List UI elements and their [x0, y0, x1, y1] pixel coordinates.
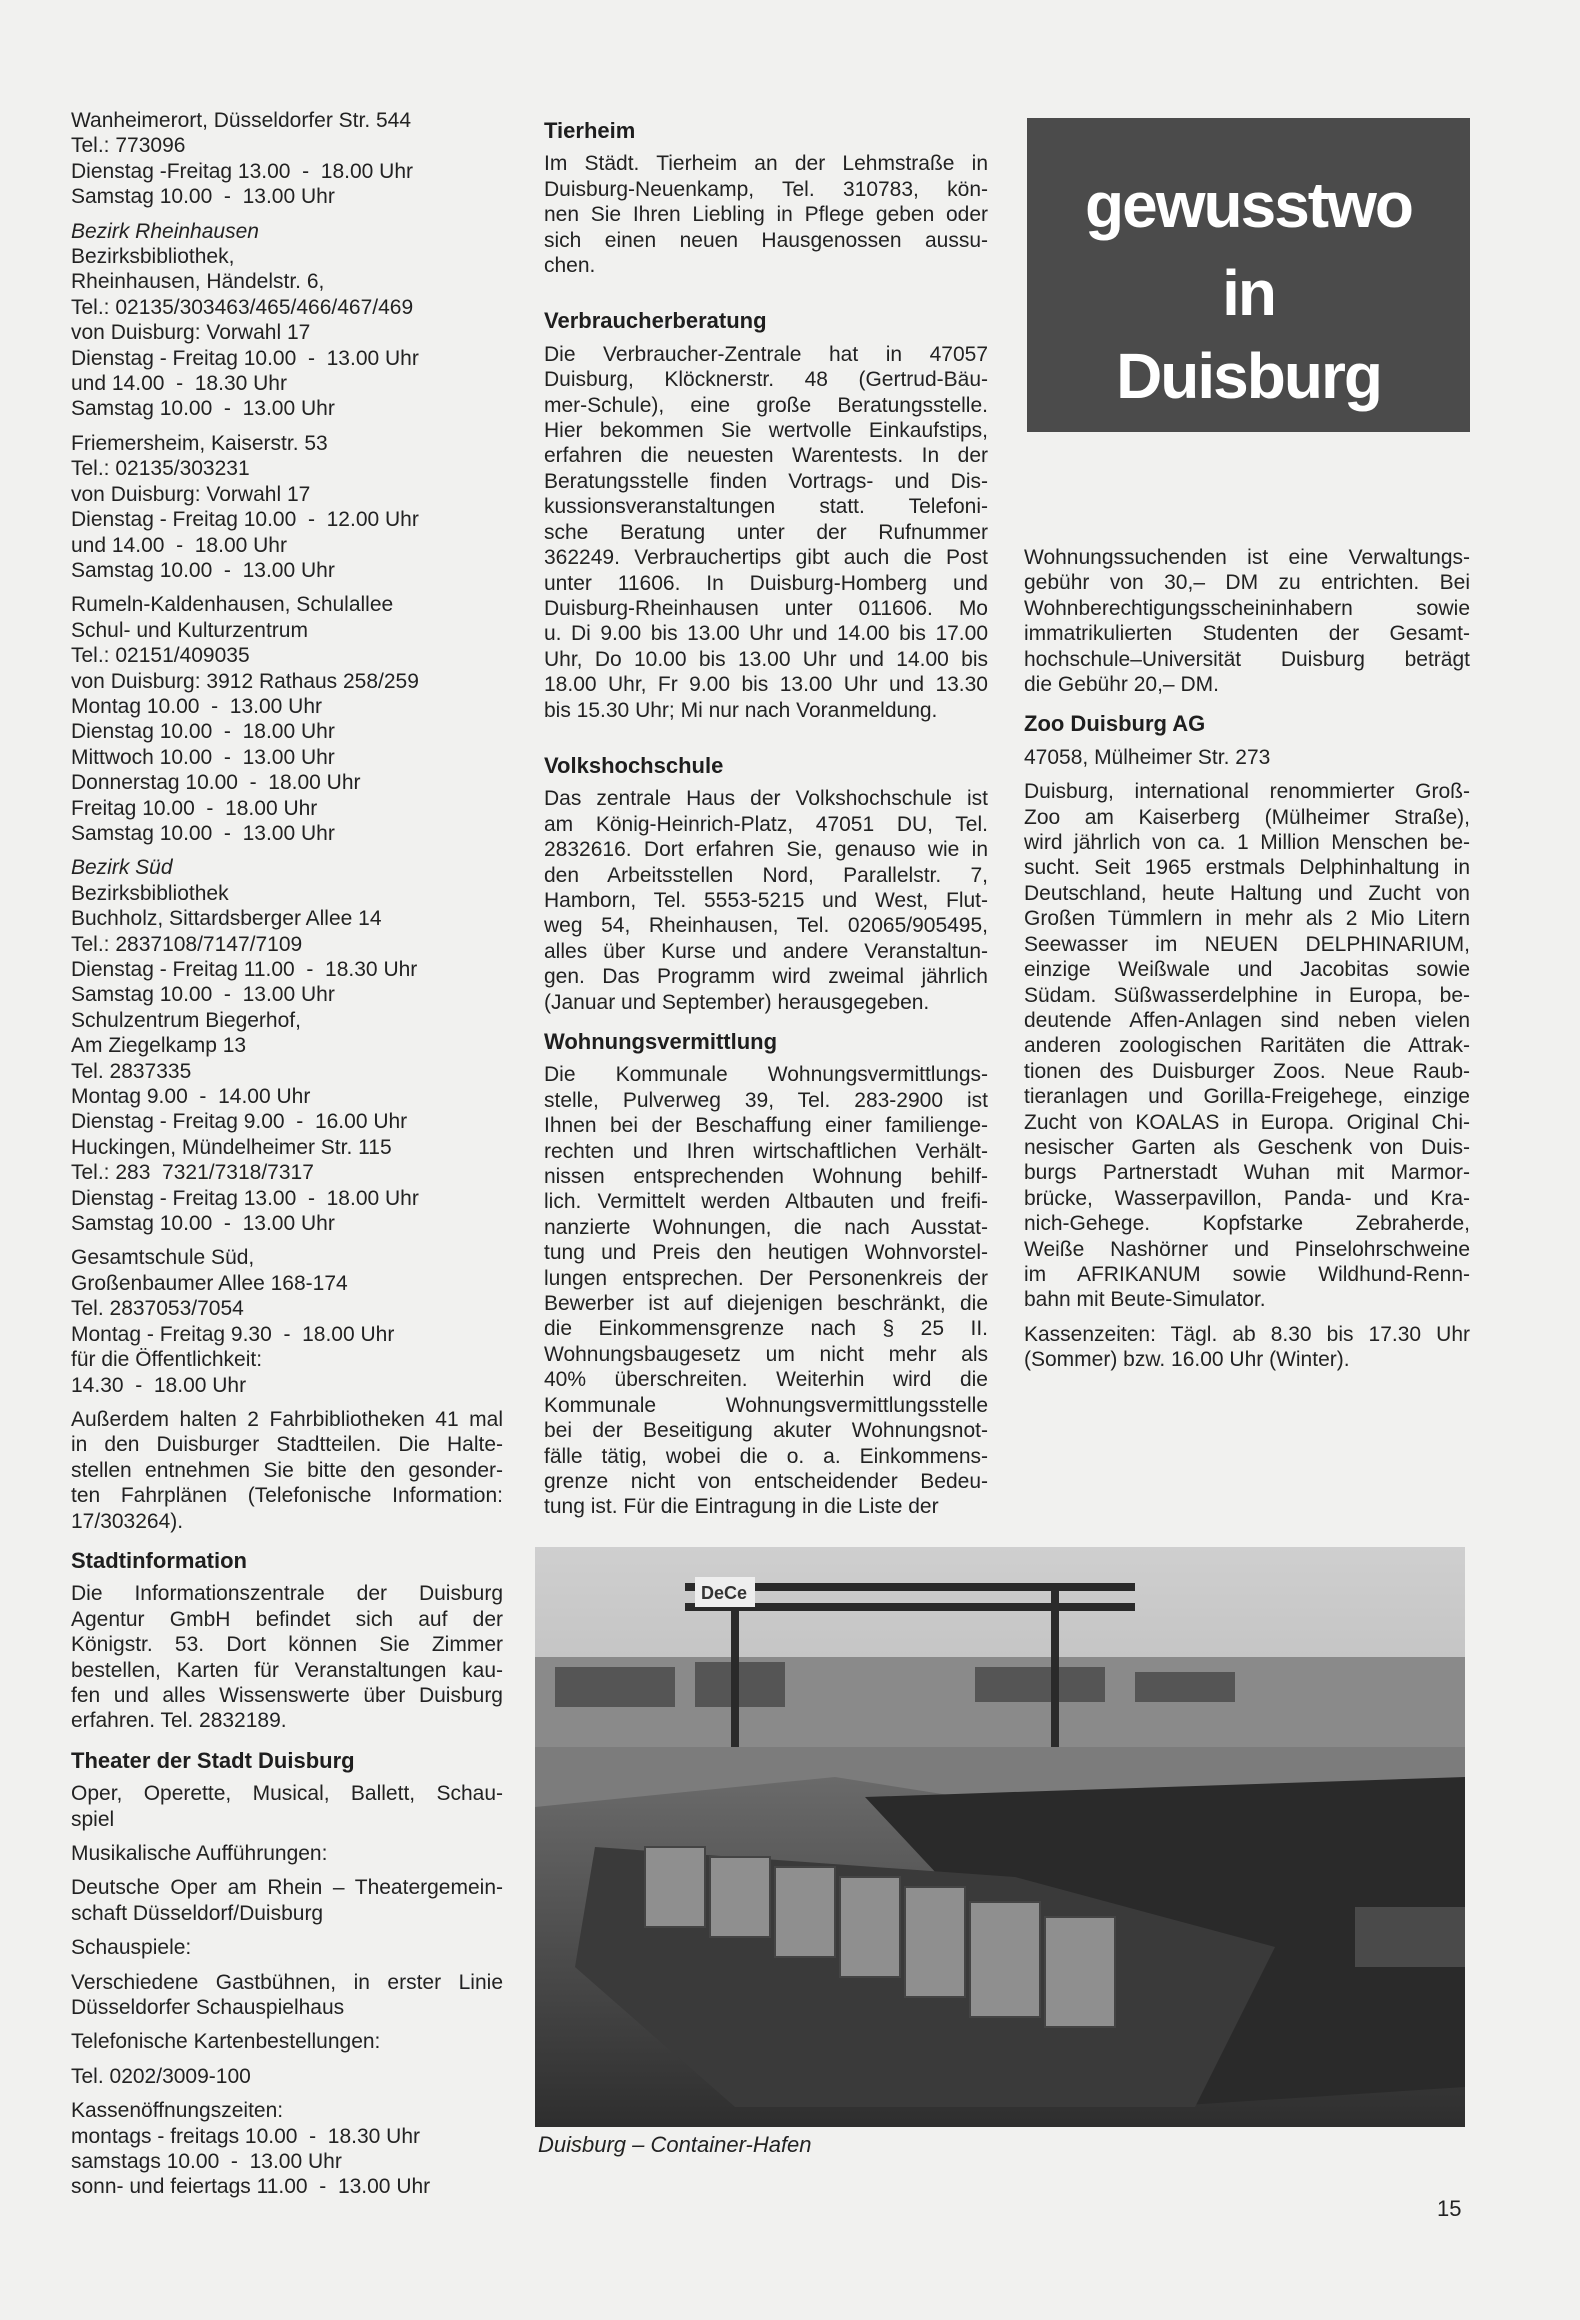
text-line: die Einkommensgrenze nach § 25 II.: [544, 1317, 988, 1341]
text-line: Schauspiele:: [71, 1936, 192, 1960]
text-block: [71, 108, 503, 210]
text-line: fen und alles Wissenswerte über Duisburg: [71, 1683, 503, 1707]
text-line: Tel. 2837335: [71, 1059, 192, 1083]
text-line: Deutschland, heute Haltung und Zucht von: [1024, 881, 1470, 905]
text-line: fälle tätig, wobei die o. a. Einkommens-: [544, 1444, 988, 1468]
text-line: Tel. 2837053/7054: [71, 1297, 244, 1321]
text-line: sonn- und feiertags 11.00 - 13.00 Uhr: [71, 2175, 431, 2199]
text-line: Oper, Operette, Musical, Ballett, Schau-: [71, 1782, 503, 1806]
text-line: stelle, Pulverweg 39, Tel. 283-2900 ist: [544, 1088, 988, 1112]
text-line: Duisburg, international renommierter Groß-: [1024, 780, 1470, 804]
left-column: [71, 108, 503, 2209]
text-line: Düsseldorfer Schauspielhaus: [71, 1996, 345, 2020]
text-line: tionen des Duisburger Zoos. Neue Raub-: [1024, 1059, 1470, 1083]
text-block: [71, 219, 503, 422]
text-line: Zoo am Kaiserberg (Mülheimer Straße),: [1024, 805, 1470, 829]
text-line: montags - freitags 10.00 - 18.30 Uhr: [71, 2124, 421, 2148]
text-line: Rheinhausen, Händelstr. 6,: [71, 270, 325, 294]
text-line: Königstr. 53. Dort können Sie Zimmer: [71, 1633, 503, 1657]
text-line: Dienstag - Freitag 10.00 - 13.00 Uhr: [71, 346, 419, 370]
text-line: hochschule–Universität Duisburg beträgt: [1024, 647, 1470, 671]
text-line: bahn mit Beute-Simulator.: [1024, 1288, 1266, 1312]
text-line: Schulzentrum Biegerhof,: [71, 1008, 301, 1032]
text-line: Buchholz, Sittardsberger Allee 14: [71, 907, 382, 931]
text-line: Zucht von KOALAS in Europa. Original Chi-: [1024, 1110, 1470, 1134]
text-line: Bewerber ist auf diejenigen beschränkt, die: [544, 1292, 988, 1316]
text-line: bis 15.30 Uhr; Mi nur nach Voranmeldung.: [544, 698, 938, 722]
text-line: Montag - Freitag 9.30 - 18.00 Uhr: [71, 1322, 395, 1346]
text-line: Uhr, Do 10.00 bis 13.00 Uhr und 14.00 bis: [544, 647, 988, 671]
text-line: grenze nicht von entscheidender Bedeu-: [544, 1469, 988, 1493]
page-number: 15: [1437, 2196, 1462, 2221]
text-line: Wanheimerort, Düsseldorfer Str. 544: [71, 109, 412, 132]
text-line: Agentur GmbH befindet sich auf der: [71, 1607, 503, 1631]
text-line: Tel. 0202/3009-100: [71, 2064, 251, 2088]
text-line: nanzierte Wohnungen, die nach Ausstat-: [544, 1215, 988, 1239]
section-heading: Tierheim: [544, 118, 636, 143]
text-line: Wohnungsbaugesetz um nicht mehr als: [544, 1342, 988, 1366]
text-block: [71, 1407, 503, 1534]
text-line: tung und Preis den heutigen Wohnvorstel-: [544, 1241, 988, 1265]
text-line: brücke, Wasserpavillon, Panda- und Kra-: [1024, 1186, 1470, 1210]
district-label: Bezirk Rheinhausen: [71, 219, 259, 243]
text-line: Samstag 10.00 - 13.00 Uhr: [71, 983, 335, 1007]
text-block: [71, 2064, 503, 2089]
text-line: stellen entnehmen Sie bitte den gesonder-: [71, 1458, 503, 1482]
text-line: rechten und Ihren wirtschaftlichen Verhält-: [544, 1139, 988, 1163]
text-line: Verschiedene Gastbühnen, in erster Linie: [71, 1970, 503, 1994]
section-heading: Theater der Stadt Duisburg: [71, 1747, 355, 1773]
text-line: burgs Partnerstadt Wuhan mit Marmor-: [1024, 1161, 1470, 1185]
text-line: Bezirksbibliothek: [71, 881, 229, 905]
text-line: samstags 10.00 - 13.00 Uhr: [71, 2150, 342, 2174]
text-line: Die Informationszentrale der Duisburg: [71, 1582, 503, 1606]
text-line: im AFRIKANUM sowie Wildhund-Renn-: [1024, 1262, 1470, 1286]
text-line: Am Ziegelkamp 13: [71, 1034, 247, 1058]
text-block: [71, 1875, 503, 1926]
text-line: erfahren. Tel. 2832189.: [71, 1709, 287, 1733]
text-line: Donnerstag 10.00 - 18.00 Uhr: [71, 771, 361, 795]
banner-line-3: Duisburg: [1116, 340, 1381, 412]
text-line: 14.30 - 18.00 Uhr: [71, 1373, 247, 1397]
text-line: Mittwoch 10.00 - 13.00 Uhr: [71, 745, 335, 769]
text-line: Ihnen bei der Beschaffung einer familienge-: [544, 1114, 988, 1138]
section-heading: Wohnungsvermittlung: [544, 1029, 778, 1054]
gewusst-wo-banner: [1027, 118, 1470, 432]
text-line: immatrikulierten Studenten der Gesamt-: [1024, 622, 1470, 646]
text-line: Deutsche Oper am Rhein – Theatergemein-: [71, 1876, 503, 1900]
banner-line-1: gewusstwo: [1085, 169, 1412, 241]
text-line: (Sommer) bzw. 16.00 Uhr (Winter).: [1024, 1348, 1350, 1372]
text-line: Duisburg-Neuenkamp, Tel. 310783, kön-: [544, 177, 988, 201]
text-block: [71, 1781, 503, 1832]
text-line: Die Kommunale Wohnungsvermittlungs-: [544, 1063, 988, 1087]
text-line: 362249. Verbrauchertips gibt auch die Post: [544, 546, 988, 570]
text-line: Bezirksbibliothek,: [71, 245, 235, 269]
text-block: [71, 1581, 503, 1733]
text-line: Musikalische Aufführungen:: [71, 1842, 328, 1865]
text-line: 2832616. Dort erfahren Sie, genauso wie in: [544, 838, 988, 862]
text-line: Tel.: 2837108/7147/7109: [71, 932, 303, 956]
text-block: [544, 151, 988, 278]
text-line: Außerdem halten 2 Fahrbibliotheken 41 mal: [71, 1407, 503, 1431]
text-line: wird jährlich von ca. 1 Million Menschen be-: [1024, 831, 1470, 855]
text-line: Samstag 10.00 - 13.00 Uhr: [71, 1212, 335, 1236]
text-line: mer-Schule), eine große Beratungsstelle.: [544, 393, 988, 417]
text-line: lungen entsprechen. Der Personenkreis der: [544, 1266, 988, 1290]
text-block: [71, 1935, 503, 1960]
text-line: Tel.: 02151/409035: [71, 644, 250, 668]
text-line: Wohnberechtigungsscheininhabern sowie: [1024, 596, 1470, 620]
text-line: 17/303264).: [71, 1509, 184, 1533]
text-line: Wohnungssuchenden ist eine Verwaltungs-: [1024, 546, 1470, 569]
text-line: Dienstag -Freitag 13.00 - 18.00 Uhr: [71, 159, 414, 183]
text-line: Samstag 10.00 - 13.00 Uhr: [71, 185, 335, 209]
text-line: Beratungsstelle finden Vortrags- und Dis-: [544, 469, 988, 493]
text-line: Hamborn, Tel. 5553-5215 und West, Flut-: [544, 888, 988, 912]
text-block: [71, 855, 503, 1236]
text-line: einzige Weißwale und Jacobitas sowie: [1024, 958, 1470, 982]
photo-caption: Duisburg – Container-Hafen: [538, 2132, 812, 2157]
text-line: Südam. Süßwasserdelphine in Europa, be-: [1024, 983, 1470, 1007]
text-line: Duisburg-Rheinhausen unter 011606. Mo: [544, 596, 988, 620]
district-label: Bezirk Süd: [71, 856, 173, 880]
text-line: Montag 9.00 - 14.00 Uhr: [71, 1085, 311, 1109]
text-line: sche Beratung unter der Rufnummer: [544, 520, 988, 544]
text-block: [1024, 779, 1470, 1313]
text-line: Samstag 10.00 - 13.00 Uhr: [71, 397, 335, 421]
text-line: nen Sie Ihren Liebling in Pflege geben oder: [544, 203, 988, 227]
text-block: [544, 786, 988, 1015]
text-block: [71, 1970, 503, 2021]
text-line: bei der Beseitigung akuter Wohnungsnot-: [544, 1419, 988, 1443]
text-line: weg 54, Rheinhausen, Tel. 02065/905495,: [544, 914, 988, 938]
text-line: Huckingen, Mündelheimer Str. 115: [71, 1135, 392, 1159]
text-line: Telefonische Kartenbestellungen:: [71, 2030, 381, 2054]
text-line: tung ist. Für die Eintragung in die Liste der: [544, 1495, 939, 1519]
text-line: spiel: [71, 1807, 115, 1831]
text-block: [1024, 545, 1470, 697]
text-line: Friemersheim, Kaiserstr. 53: [71, 431, 328, 455]
text-block: [544, 1062, 988, 1519]
text-line: Kassenöffnungszeiten:: [71, 2099, 284, 2123]
text-line: Tel.: 02135/303231: [71, 457, 250, 481]
text-block: [1024, 745, 1470, 770]
text-line: Freitag 10.00 - 18.00 Uhr: [71, 796, 318, 820]
text-line: Die Verbraucher-Zentrale hat in 47057: [544, 342, 988, 366]
text-line: von Duisburg: Vorwahl 17: [71, 321, 311, 345]
text-line: gen. Das Programm wird zweimal jährlich: [544, 965, 988, 989]
text-line: in den Duisburger Stadtteilen. Die Halte-: [71, 1433, 503, 1457]
text-block: [1024, 1322, 1470, 1373]
text-line: Großen Tümmlern in mehr als 2 Mio Litern: [1024, 907, 1470, 931]
text-line: unter 11606. In Duisburg-Homberg und: [544, 571, 988, 595]
text-line: Weiße Nashörner und Pinselohrschweine: [1024, 1237, 1470, 1261]
text-block: [71, 1841, 503, 1866]
middle-column: [544, 118, 988, 1529]
buildings-right: [1355, 1907, 1465, 1967]
text-line: Dienstag - Freitag 10.00 - 12.00 Uhr: [71, 508, 419, 532]
text-line: Tel.: 283 7321/7318/7317: [71, 1161, 314, 1185]
text-line: 18.00 Uhr, Fr 9.00 bis 13.00 Uhr und 13.30: [544, 673, 988, 697]
text-line: u. Di 9.00 bis 13.00 Uhr und 14.00 bis 17.00: [544, 622, 988, 646]
text-line: tieranlagen und Gorilla-Freigehege, einzige: [1024, 1085, 1470, 1109]
text-line: die Gebühr 20,– DM.: [1024, 673, 1219, 697]
text-line: Montag 10.00 - 13.00 Uhr: [71, 694, 322, 718]
text-line: erfahren die neuesten Warentests. In der: [544, 444, 988, 468]
text-line: lich. Vermittelt werden Altbauten und freifi-: [544, 1190, 988, 1214]
text-block: [71, 592, 503, 846]
section-heading: Verbraucherberatung: [544, 308, 767, 334]
section-heading: Zoo Duisburg AG: [1024, 711, 1206, 737]
text-line: schaft Düsseldorf/Duisburg: [71, 1901, 324, 1925]
text-line: kussionsveranstaltungen statt. Telefoni-: [544, 495, 988, 519]
text-line: alles über Kurse und andere Veranstaltun-: [544, 939, 988, 963]
text-line: (Januar und September) herausgegeben.: [544, 990, 930, 1014]
text-line: deutende Affen-Anlagen sind neben vielen: [1024, 1008, 1470, 1032]
right-column: [1024, 545, 1470, 1382]
text-line: sucht. Seit 1965 erstmals Delphinhaltung in: [1024, 856, 1470, 880]
text-line: bestellen, Karten für Veranstaltungen kau-: [71, 1658, 503, 1682]
text-line: nich-Gehege. Kopfstarke Zebraherde,: [1024, 1212, 1470, 1236]
text-line: nissen entsprechenden Wohnung behilf-: [544, 1165, 988, 1189]
banner-line-2: in: [1222, 257, 1275, 329]
text-line: Hier bekommen Sie wertvolle Einkaufstips,: [544, 419, 988, 443]
text-line: von Duisburg: Vorwahl 17: [71, 482, 311, 506]
text-block: [71, 1245, 503, 1397]
text-line: Großenbaumer Allee 168-174: [71, 1271, 348, 1295]
text-line: und 14.00 - 18.30 Uhr: [71, 372, 287, 396]
text-line: Dienstag - Freitag 9.00 - 16.00 Uhr: [71, 1110, 408, 1134]
text-line: chen.: [544, 254, 596, 278]
text-line: Schul- und Kulturzentrum: [71, 618, 308, 642]
text-line: 47058, Mülheimer Str. 273: [1024, 745, 1271, 769]
text-line: sich einen neuen Hausgenossen aussu-: [544, 228, 988, 252]
text-line: ten Fahrplänen (Telefonische Information:: [71, 1484, 503, 1508]
text-line: gebühr von 30,– DM zu entrichten. Bei: [1024, 571, 1470, 595]
text-line: Samstag 10.00 - 13.00 Uhr: [71, 558, 335, 582]
container-harbor-photo: [535, 1547, 1465, 2127]
text-line: Tel.: 773096: [71, 134, 186, 158]
text-line: Gesamtschule Süd,: [71, 1246, 255, 1270]
text-line: Dienstag - Freitag 11.00 - 18.30 Uhr: [71, 958, 418, 981]
text-line: Kassenzeiten: Tägl. ab 8.30 bis 17.30 Uhr: [1024, 1322, 1470, 1346]
text-block: [544, 342, 988, 723]
text-line: anderen zoologischen Raritäten die Attrak-: [1024, 1034, 1470, 1058]
text-line: Duisburg, Klöcknerstr. 48 (Gertrud-Bäu-: [544, 368, 988, 392]
text-line: Rumeln-Kaldenhausen, Schulallee: [71, 593, 394, 617]
text-line: 40% überschreiten. Weiterhin wird die: [544, 1368, 988, 1392]
text-line: Kommunale Wohnungsvermittlungsstelle: [544, 1393, 988, 1417]
text-line: Samstag 10.00 - 13.00 Uhr: [71, 821, 335, 845]
text-line: den Arbeitsstellen Nord, Parallelstr. 7,: [544, 863, 988, 887]
text-line: nesischer Garten als Geschenk von Duis-: [1024, 1135, 1470, 1159]
text-line: und 14.00 - 18.00 Uhr: [71, 533, 287, 557]
text-line: Seewasser im NEUEN DELPHINARIUM,: [1024, 932, 1470, 956]
text-line: Im Städt. Tierheim an der Lehmstraße in: [544, 152, 988, 176]
text-line: für die Öffentlichkeit:: [71, 1348, 263, 1372]
text-line: Das zentrale Haus der Volkshochschule ist: [544, 787, 988, 811]
section-heading: Stadtinformation: [71, 1547, 247, 1573]
text-line: Dienstag - Freitag 13.00 - 18.00 Uhr: [71, 1186, 419, 1210]
text-line: von Duisburg: 3912 Rathaus 258/259: [71, 669, 419, 693]
text-line: Tel.: 02135/303463/465/466/467/469: [71, 295, 414, 319]
section-heading: Volkshochschule: [544, 752, 724, 778]
text-block: [71, 2029, 503, 2054]
crane-sign-text: DeCe: [701, 1583, 748, 1603]
text-block: [71, 431, 503, 583]
text-block: [71, 2098, 503, 2200]
text-line: am König-Heinrich-Platz, 47051 DU, Tel.: [544, 812, 988, 836]
text-line: Dienstag 10.00 - 18.00 Uhr: [71, 720, 335, 744]
